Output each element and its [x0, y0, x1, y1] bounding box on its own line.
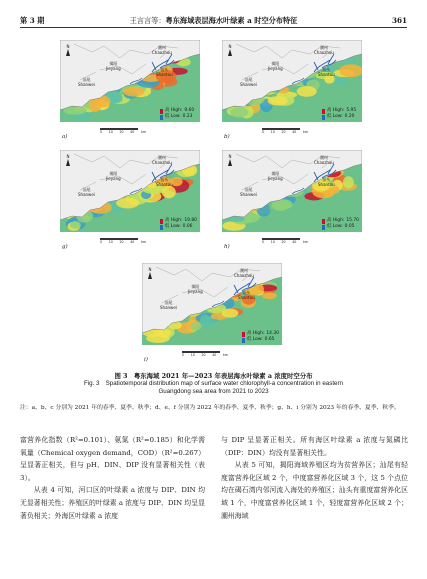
- city-label-shanwei: 汕尾 Shanwei: [78, 187, 95, 197]
- north-arrow-icon: N: [226, 44, 234, 56]
- legend-low-swatch: [242, 338, 245, 343]
- body-paragraph: 与 DIP 呈显著正相关。所有海区叶绿素 a 浓度与氮磷比（DIP：DIN）均没有显著相关性。: [221, 436, 408, 457]
- legend-high: 高 High: 14.30: [242, 331, 279, 337]
- body-paragraph: 从表 4 可知，河口区的叶绿素 a 浓度与 DIP、DIN 均无显著相关性；养殖区的叶绿素 a 浓度与 DIP、DIN 均呈显著负相关；外海区叶绿素 a 浓度: [20, 486, 205, 520]
- legend-high-swatch: [160, 109, 163, 114]
- legend-high-swatch: [242, 332, 245, 337]
- body-paragraph: 从表 5 可知，揭阳海域养殖区均为贫营养区；汕尾有轻度富营养化区域 2 个，中度富营养化区域 3 个，这 5 个点位均在碣石湾内邻河流入海处的养殖区；汕头有重度富营养化区域 1 个，中度富营养化区域 1 个，轻度富营养化区域 2 个；潮州海域: [221, 461, 408, 520]
- page-number: 361: [391, 16, 407, 25]
- legend-low: 低 Low: 0.20: [322, 114, 356, 120]
- city-label-shantou: 汕头 Shantou: [156, 177, 173, 187]
- city-label-jieyang: 揭阳 Jieyang: [268, 171, 283, 181]
- figure-note-cn: 注：a、b、c 分别为 2021 年的春季、夏季、秋季；d、e、f 分别为 2022 年的春季、夏季、秋季；g、h、i 分别为 2023 年的春季、夏季、秋季。: [20, 405, 400, 411]
- scale-bar: 0 10 20 40 km: [182, 353, 228, 357]
- city-label-shantou: 汕头 Shantou: [318, 67, 335, 77]
- panel-letter: b): [224, 134, 230, 140]
- city-label-chaozhou: 潮州 Chaozhou: [152, 45, 172, 55]
- scale-bar: 0 10 20 40 km: [100, 240, 146, 244]
- running-title: [20, 16, 407, 26]
- city-label-chaozhou: 潮州 Chaozhou: [234, 268, 254, 278]
- running-article-title: 粤东海域表层海水叶绿素 a 时空分布特征: [165, 16, 298, 25]
- city-label-jieyang: 揭阳 Jieyang: [106, 171, 121, 181]
- panel-letter: a): [62, 134, 68, 140]
- figure-caption-cn: 图 3 粤东海域 2021 年—2023 年表层海水叶绿素 a 浓度时空分布: [114, 372, 313, 380]
- legend-low-swatch: [160, 225, 163, 230]
- figure-caption-en-1: Fig. 3 Spatiotemporal distribution map of surface water chlorophyll-a concentration in eastern: [84, 380, 343, 387]
- legend-low: 低 Low: 0.65: [242, 337, 279, 343]
- legend-high: 高 High: 9.60: [160, 108, 194, 114]
- city-label-jieyang: 揭阳 Jieyang: [106, 61, 121, 71]
- figure-caption-en-2: Guangdong sea area from 2021 to 2023: [158, 388, 269, 395]
- issue-number: 第 3 期: [20, 16, 45, 25]
- body-paragraph: 富营养化指数（R²=0.101）、氨氮（R²=0.185）和化学需氧量（Chemical oxygen demand，COD）（R²=0.267）呈显著正相关，但与 pH、DIN、DIP 没有显著相关性（表 3）。: [20, 436, 205, 482]
- figure-caption: [20, 372, 407, 396]
- city-label-shantou: 汕头 Shantou: [156, 67, 173, 77]
- scale-bar: 0 10 20 40 km: [262, 240, 308, 244]
- north-arrow-icon: N: [226, 154, 234, 166]
- map-svg: [60, 150, 200, 252]
- legend-high-swatch: [322, 219, 325, 224]
- map-svg: [222, 40, 362, 142]
- legend: [160, 108, 194, 120]
- map-panel-i: [142, 263, 282, 365]
- panel-letter: g): [62, 244, 68, 250]
- city-label-shanwei: 汕尾 Shanwei: [78, 77, 95, 87]
- legend-low-swatch: [322, 225, 325, 230]
- scale-bar: 0 10 20 40 km: [262, 130, 308, 134]
- running-header: [20, 14, 407, 28]
- map-panel-b: [222, 40, 362, 142]
- map-panel-a: [60, 40, 200, 142]
- legend: [160, 218, 197, 230]
- legend-low: 低 Low: 0.05: [322, 224, 359, 230]
- map-svg: [60, 40, 200, 142]
- north-arrow-icon: N: [146, 267, 154, 279]
- city-label-shantou: 汕头 Shantou: [238, 290, 255, 300]
- north-arrow-icon: N: [64, 44, 72, 56]
- body-column-right: [221, 434, 408, 522]
- map-svg: [142, 263, 282, 365]
- map-panel-h: [222, 150, 362, 252]
- legend: [242, 331, 279, 343]
- panel-letter: h): [224, 244, 230, 250]
- legend-high: 高 High: 5.95: [322, 108, 356, 114]
- legend: [322, 218, 359, 230]
- city-label-shantou: 汕头 Shantou: [318, 177, 335, 187]
- scale-bar: 0 10 20 40 km: [100, 130, 146, 134]
- body-column-left: [20, 434, 205, 522]
- city-label-jieyang: 揭阳 Jieyang: [188, 284, 203, 294]
- city-label-chaozhou: 潮州 Chaozhou: [314, 45, 334, 55]
- legend-low-swatch: [160, 115, 163, 120]
- city-label-shanwei: 汕尾 Shanwei: [240, 187, 257, 197]
- legend-high-swatch: [322, 109, 325, 114]
- legend-low: 低 Low: 0.23: [160, 114, 194, 120]
- legend-high: 高 High: 19.80: [160, 218, 197, 224]
- city-label-chaozhou: 潮州 Chaozhou: [152, 155, 172, 165]
- map-svg: [222, 150, 362, 252]
- legend-low: 低 Low: 0.06: [160, 224, 197, 230]
- city-label-chaozhou: 潮州 Chaozhou: [314, 155, 334, 165]
- legend-low-swatch: [322, 115, 325, 120]
- panel-letter: i): [144, 357, 148, 363]
- north-arrow-icon: N: [64, 154, 72, 166]
- city-label-jieyang: 揭阳 Jieyang: [268, 61, 283, 71]
- city-label-shanwei: 汕尾 Shanwei: [160, 300, 177, 310]
- legend-high-swatch: [160, 219, 163, 224]
- legend: [322, 108, 356, 120]
- city-label-shanwei: 汕尾 Shanwei: [240, 77, 257, 87]
- map-panel-g: [60, 150, 200, 252]
- legend-high: 高 High: 15.70: [322, 218, 359, 224]
- running-authors: 王言言等：: [129, 16, 166, 25]
